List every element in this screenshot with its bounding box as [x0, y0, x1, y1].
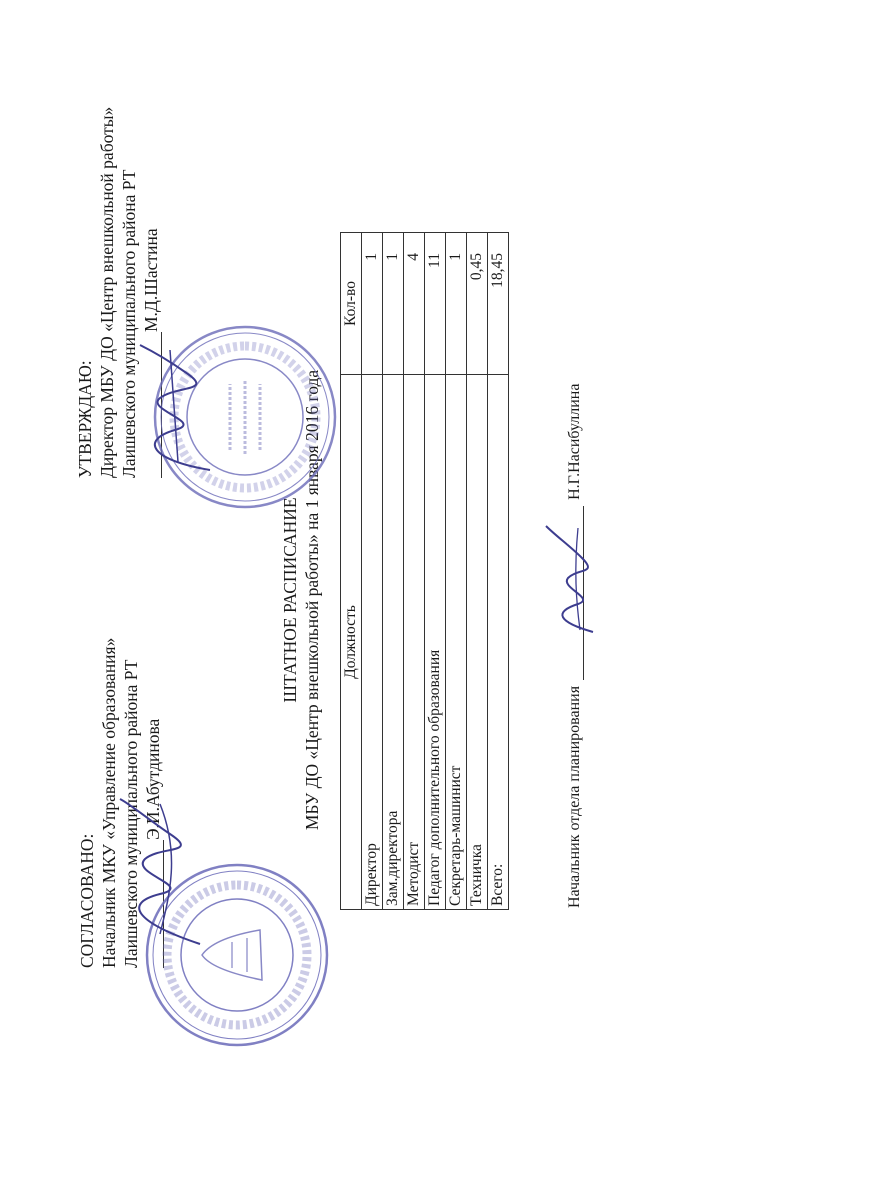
footer-signature — [566, 384, 584, 908]
table-row — [404, 233, 425, 910]
agreed-line-2: Лаишевского муниципального района РТ — [121, 659, 141, 968]
document-title: ШТАТНОЕ РАСПИСАНИЕ — [280, 497, 300, 703]
cell-count: 11 — [425, 233, 446, 375]
cell-position: Техничка — [467, 375, 488, 910]
table-header-row — [341, 233, 362, 910]
cell-count: 4 — [404, 233, 425, 375]
document-subtitle: МБУ ДО «Центр внешкольной работы» на 1 января 2016 года — [302, 369, 322, 831]
cell-position: Зам.директора — [383, 375, 404, 910]
agreed-signer: Э.И.Абутдинова — [143, 718, 163, 840]
approved-signer: М.Д.Шастина — [141, 228, 161, 332]
cell-position: Педагог дополнительного образования — [425, 375, 446, 910]
header-count: Кол-во — [341, 233, 362, 375]
table-row — [362, 233, 383, 910]
signature-scribble-icon — [100, 794, 220, 954]
cell-count: 1 — [446, 233, 467, 375]
signature-scribble-icon — [538, 520, 608, 640]
approved-heading: УТВЕРЖДАЮ: — [75, 360, 95, 478]
cell-position: Секретарь-машинист — [446, 375, 467, 910]
cell-count: 0,45 — [467, 233, 488, 375]
total-value: 18,45 — [488, 233, 509, 375]
signature-scribble-icon — [120, 340, 230, 480]
approved-line-1: Директор МБУ ДО «Центр внешкольной работы» — [97, 106, 117, 478]
table-row — [446, 233, 467, 910]
table-row — [467, 233, 488, 910]
table-total-row — [488, 233, 509, 910]
cell-position: Директор — [362, 375, 383, 910]
approved-line-2: Лаишевского муниципального района РТ — [119, 169, 139, 478]
agreed-line-1: Начальник МКУ «Управление образования» — [99, 637, 119, 968]
cell-count: 1 — [383, 233, 404, 375]
cell-position: Методист — [404, 375, 425, 910]
footer-role: Начальник отдела планирования — [566, 685, 583, 908]
total-label: Всего: — [488, 375, 509, 910]
header-position: Должность — [341, 375, 362, 910]
cell-count: 1 — [362, 233, 383, 375]
table-row — [425, 233, 446, 910]
agreed-heading: СОГЛАСОВАНО: — [77, 833, 97, 968]
table-row — [383, 233, 404, 910]
staff-table — [340, 232, 509, 910]
footer-signer: Н.Г.Насибуллина — [566, 383, 583, 500]
